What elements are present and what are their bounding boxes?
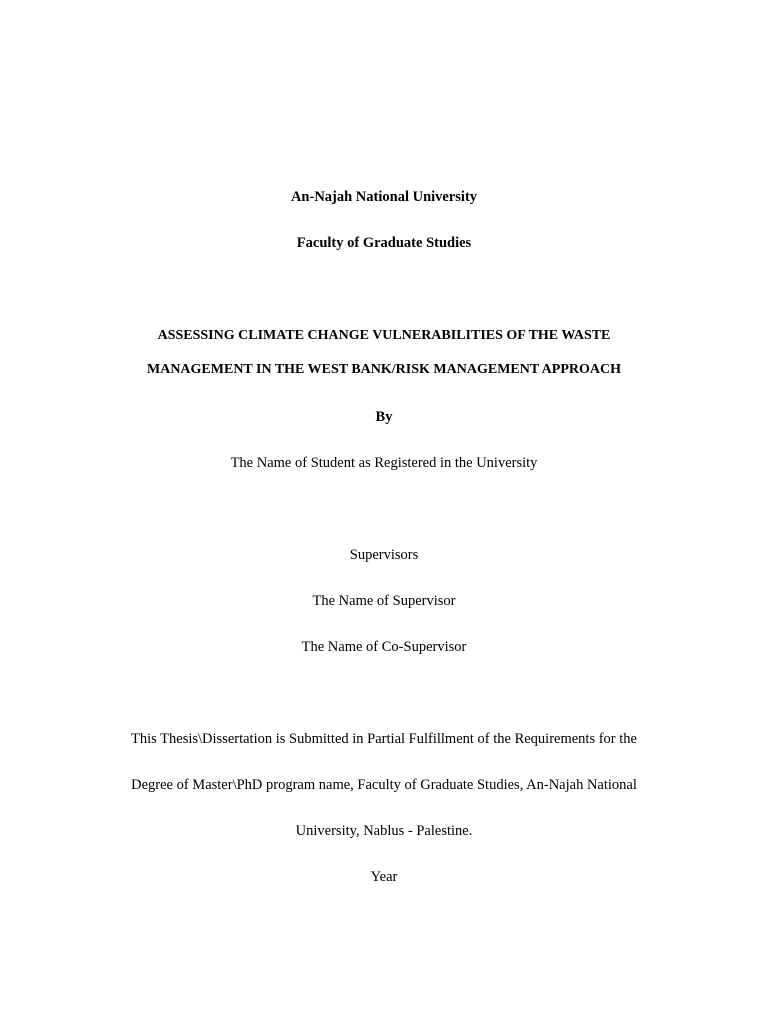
faculty-name: Faculty of Graduate Studies: [296, 235, 472, 251]
university-name: An-Najah National University: [290, 189, 478, 205]
co-supervisor-name: The Name of Co-Supervisor: [301, 639, 467, 655]
thesis-title-line-1: ASSESSING CLIMATE CHANGE VULNERABILITIES OF THE WASTE: [157, 328, 611, 343]
submission-statement-line-2: Degree of Master\PhD program name, Faculty of Graduate Studies, An-Najah National: [131, 777, 637, 793]
thesis-title-line-2: MANAGEMENT IN THE WEST BANK/RISK MANAGEMENT APPROACH: [147, 362, 621, 377]
student-name: The Name of Student as Registered in the University: [230, 455, 538, 471]
submission-statement-line-3: University, Nablus - Palestine.: [295, 823, 473, 839]
year: Year: [370, 869, 398, 885]
submission-statement-line-1: This Thesis\Dissertation is Submitted in Partial Fulfillment of the Requirements for the: [131, 731, 637, 747]
supervisors-heading: Supervisors: [349, 547, 419, 563]
by-label: By: [375, 409, 393, 425]
supervisor-name: The Name of Supervisor: [312, 593, 456, 609]
